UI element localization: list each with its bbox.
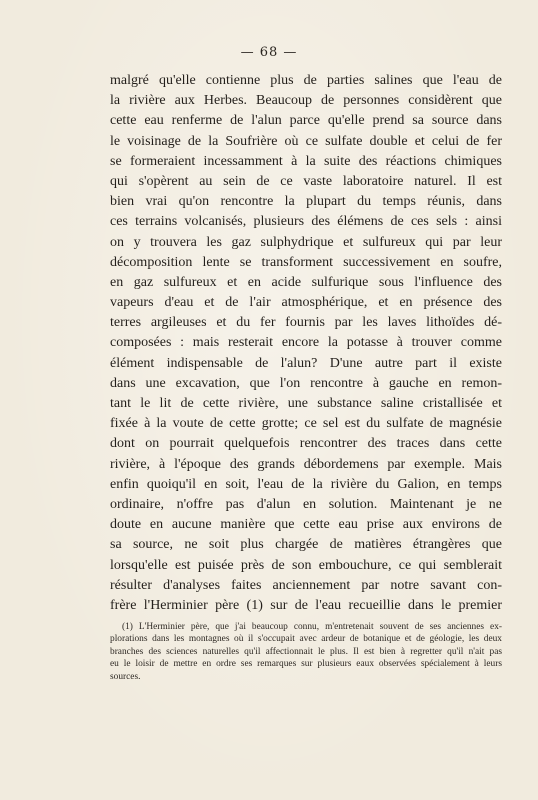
footnote-line: plorations dans les montagnes où il s'occupait avec ardeur de botanique et de géologie, les deux [110, 634, 502, 645]
footnote-line: branches des sciences naturelles qu'il affectionnait le plus. Il est bien à regretter qu'il n'ait pas [110, 646, 502, 657]
body-line: élément indispensable de l'alun? D'une autre part il existe [110, 355, 502, 371]
body-line: qui s'opèrent au sein de ce vaste laboratoire naturel. Il est [110, 173, 502, 189]
body-line: se formeraient incessamment à la suite des réactions chimiques [110, 153, 502, 169]
body-line: tant le lit de cette rivière, une substance saline cristallisée et [110, 396, 502, 411]
body-line: dont on pourrait quelquefois rencontrer des traces dans cette [110, 436, 502, 452]
body-line: lorsqu'elle est puisée près de son embouchure, ce qui semblerait [110, 557, 502, 573]
body-line: bien vrai qu'on rencontre la plupart du temps réunis, dans [110, 194, 502, 210]
body-text [110, 71, 502, 616]
footnote-line: (1) L'Herminier père, que j'ai beaucoup connu, m'entretenait souvent de ses anciennes ex- [122, 622, 502, 632]
footnote [110, 621, 502, 683]
body-line: cette eau renferme de l'alun parce qu'elle prend sa source dans [110, 113, 502, 129]
body-line: le voisinage de la Soufrière où ce sulfate double et celui de fer [110, 133, 502, 149]
body-line: enfin quoiqu'il en soit, l'eau de la rivière du Galion, en temps [110, 476, 502, 492]
body-line: rivière, à l'époque des grands débordemens par exemple. Mais [110, 456, 502, 472]
body-line: fixée à la voute de cette grotte; ce sel est du sulfate de magnésie [110, 416, 502, 432]
body-line: dans une excavation, que l'on rencontre à gauche en remon- [110, 375, 502, 391]
body-line: frère l'Herminier père (1) sur de l'eau recueillie dans le premier [110, 597, 502, 613]
body-line: composées : mais resterait encore la potasse à trouver comme [110, 335, 502, 351]
body-line: décomposition lente se transforment successivement en soufre, [110, 254, 502, 270]
body-line: on y trouvera les gaz sulphydrique et sulfureux qui par leur [110, 234, 502, 250]
body-line: en gaz sulfureux et en acide sulfurique sous l'influence des [110, 274, 502, 290]
body-line: sa source, ne soit plus chargée de matières étrangères que [110, 537, 502, 553]
body-line: résulter d'analyses faites anciennement par notre savant con- [110, 577, 502, 593]
body-line: terres argileuses et du fer fournis par les laves lithoïdes dé- [110, 315, 502, 331]
footnote-line: eu le loisir de mettre en ordre ses remarques sur plusieurs eaux observées spécialement à leurs [110, 659, 502, 670]
body-line: ordinaire, n'offre pas d'alun en solution. Maintenant je ne [110, 496, 502, 512]
body-line: ces terrains volcanisés, plusieurs des élémens de ces sels : ainsi [110, 214, 502, 230]
page-number: — 68 — [240, 45, 298, 60]
body-line: doute en aucune manière que cette eau prise aux environs de [110, 517, 502, 533]
body-line: malgré qu'elle contienne plus de parties salines que l'eau de [110, 73, 502, 88]
body-line: vapeurs d'eau et de l'air atmosphérique, et en présence des [110, 295, 502, 311]
footnote-line: sources. [110, 671, 141, 682]
body-line: la rivière aux Herbes. Beaucoup de personnes considèrent que [110, 93, 502, 109]
